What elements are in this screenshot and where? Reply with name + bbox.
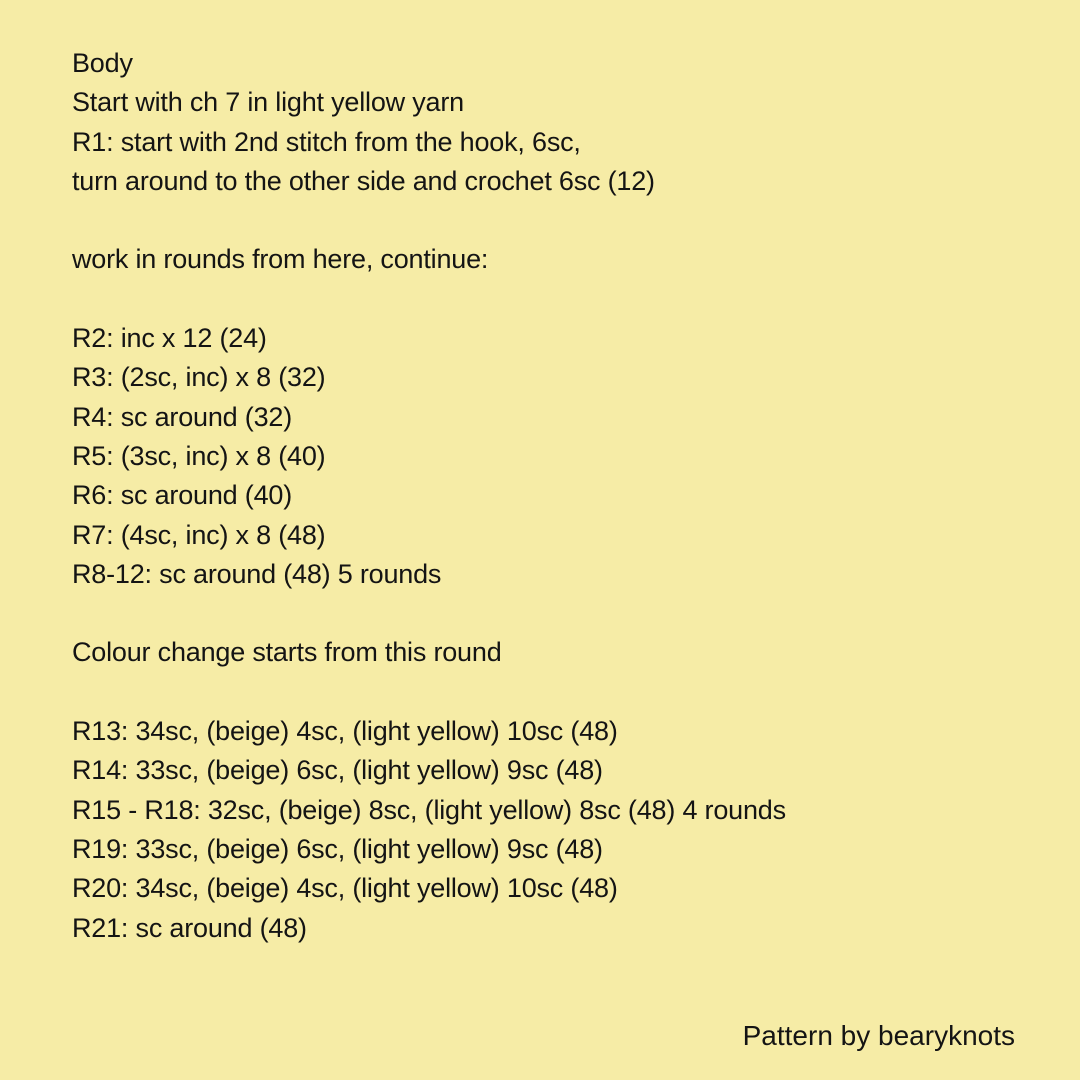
- section-title: Body: [72, 48, 133, 78]
- rounds-note: work in rounds from here, continue:: [72, 244, 489, 275]
- round-instruction: R19: 33sc, (beige) 6sc, (light yellow) 9sc (48): [72, 833, 603, 864]
- round-instruction: R13: 34sc, (beige) 4sc, (light yellow) 10sc (48): [72, 716, 618, 747]
- round-instruction: R21: sc around (48): [72, 912, 307, 943]
- round-instruction: R7: (4sc, inc) x 8 (48): [72, 519, 326, 550]
- intro-line: turn around to the other side and crochet 6sc (12): [72, 165, 655, 196]
- round-instruction: R2: inc x 12 (24): [72, 323, 267, 354]
- pattern-credit: Pattern by bearyknots: [742, 1020, 1015, 1051]
- intro-line: R1: start with 2nd stitch from the hook, 6sc,: [72, 126, 581, 157]
- round-instruction: R5: (3sc, inc) x 8 (40): [72, 440, 326, 471]
- round-instruction: R14: 33sc, (beige) 6sc, (light yellow) 9sc (48): [72, 755, 603, 786]
- spacer: [72, 673, 1052, 712]
- round-instruction: R20: 34sc, (beige) 4sc, (light yellow) 10sc (48): [72, 873, 618, 904]
- spacer: [72, 201, 1052, 240]
- pattern-body: [72, 44, 1052, 948]
- intro-line: Start with ch 7 in light yellow yarn: [72, 87, 464, 118]
- round-instruction: R15 - R18: 32sc, (beige) 8sc, (light yellow) 8sc (48) 4 rounds: [72, 794, 786, 825]
- colour-change-note: Colour change starts from this round: [72, 637, 502, 668]
- round-instruction: R6: sc around (40): [72, 480, 293, 511]
- round-instruction: R8-12: sc around (48) 5 rounds: [72, 558, 442, 589]
- round-instruction: R4: sc around (32): [72, 401, 293, 432]
- spacer: [72, 594, 1052, 633]
- spacer: [72, 280, 1052, 319]
- round-instruction: R3: (2sc, inc) x 8 (32): [72, 362, 326, 393]
